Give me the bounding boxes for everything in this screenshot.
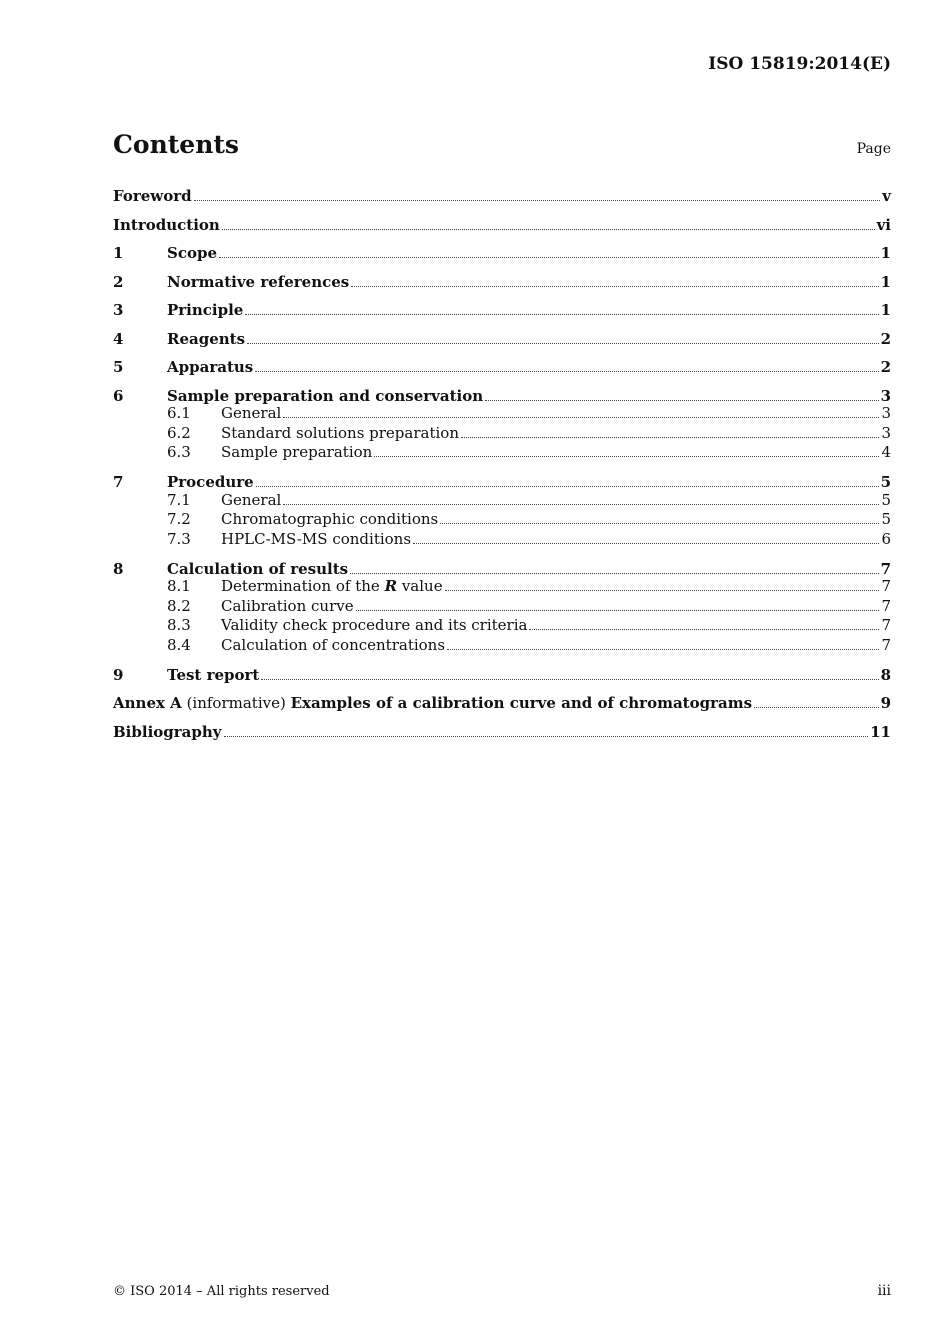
dot-leader — [529, 628, 879, 630]
toc-entry-annex-a[interactable] — [113, 692, 891, 721]
toc-label: General — [221, 404, 282, 422]
toc-number: 7 — [113, 473, 124, 491]
table-of-contents — [113, 185, 891, 749]
toc-page: 7 — [881, 577, 891, 595]
dot-leader — [356, 609, 880, 611]
toc-subentry[interactable] — [113, 404, 891, 424]
dot-leader — [219, 256, 879, 258]
document-id: ISO 15819:2014(E) — [708, 54, 891, 74]
label-text: value — [397, 577, 443, 595]
dot-leader — [255, 370, 878, 372]
toc-entry-sample-preparation[interactable] — [113, 385, 891, 405]
copyright-notice: © ISO 2014 – All rights reserved — [113, 1284, 330, 1299]
toc-label: Normative references — [167, 272, 350, 291]
toc-page: 3 — [881, 404, 891, 422]
toc-page: 5 — [881, 490, 891, 509]
toc-subentry[interactable] — [113, 636, 891, 664]
dot-leader — [283, 503, 879, 505]
toc-label: Scope — [167, 244, 218, 262]
toc-subentry[interactable] — [113, 443, 891, 471]
dot-leader — [256, 485, 879, 487]
dot-leader — [413, 542, 879, 544]
toc-label: Bibliography — [113, 722, 222, 741]
toc-page: 4 — [881, 443, 891, 461]
toc-entry-introduction[interactable] — [113, 214, 891, 243]
toc-page: 7 — [881, 596, 891, 615]
toc-page: 2 — [880, 358, 891, 376]
toc-label: Apparatus — [167, 358, 254, 376]
dot-leader — [222, 228, 875, 230]
toc-label: Validity check procedure and its criteria — [221, 616, 528, 634]
toc-number: 6.3 — [167, 443, 191, 461]
toc-label: Standard solutions preparation — [221, 423, 459, 442]
toc-entry-procedure[interactable] — [113, 471, 891, 491]
toc-page: 6 — [881, 529, 891, 548]
toc-entry-bibliography[interactable] — [113, 721, 891, 750]
dot-leader — [245, 313, 878, 315]
toc-number: 6.2 — [167, 423, 191, 442]
toc-page: 11 — [870, 722, 891, 741]
label-text: Determination of the — [221, 577, 385, 595]
dot-leader — [754, 706, 879, 708]
toc-label: Sample preparation and conservation — [167, 386, 484, 405]
dot-leader — [440, 522, 879, 524]
toc-number: 7.3 — [167, 529, 191, 548]
toc-label: HPLC-MS-MS conditions — [221, 529, 412, 548]
toc-page: 1 — [880, 244, 891, 262]
toc-number: 8.2 — [167, 596, 191, 615]
toc-label: Calculation of results — [167, 559, 349, 578]
toc-number: 7.1 — [167, 490, 191, 509]
toc-page: 7 — [881, 616, 891, 634]
page-column-label: Page — [856, 141, 891, 157]
toc-number: 3 — [113, 301, 124, 319]
dot-leader — [350, 572, 878, 574]
toc-page: 3 — [881, 423, 891, 442]
toc-page: 7 — [881, 635, 891, 654]
toc-label: Test report — [167, 665, 260, 684]
toc-entry-principle[interactable] — [113, 299, 891, 328]
dot-leader — [447, 648, 879, 650]
toc-page: 8 — [880, 665, 891, 684]
toc-entry-calculation-of-results[interactable] — [113, 558, 891, 578]
toc-entry-reagents[interactable] — [113, 328, 891, 357]
toc-page: 1 — [880, 272, 891, 291]
toc-number: 2 — [113, 272, 124, 291]
toc-number: 9 — [113, 665, 124, 684]
toc-subentry[interactable] — [113, 530, 891, 558]
toc-number: 8 — [113, 559, 124, 578]
toc-entry-scope[interactable] — [113, 242, 891, 271]
dot-leader — [461, 436, 879, 438]
toc-number: 5 — [113, 358, 124, 376]
toc-subentry[interactable] — [113, 424, 891, 444]
toc-label — [221, 577, 443, 597]
toc-page: 2 — [880, 329, 891, 348]
toc-number: 7.2 — [167, 510, 191, 528]
toc-page: 5 — [880, 473, 891, 491]
toc-subentry[interactable] — [113, 491, 891, 511]
toc-label: Procedure — [167, 473, 254, 491]
toc-number: 8.3 — [167, 616, 191, 634]
toc-number: 1 — [113, 244, 124, 262]
dot-leader — [445, 589, 880, 591]
toc-label: General — [221, 490, 282, 509]
toc-label: Foreword — [113, 187, 192, 205]
toc-label: Calibration curve — [221, 596, 354, 615]
page-number: iii — [877, 1283, 891, 1299]
dot-leader — [261, 678, 878, 680]
annex-title: Examples of a calibration curve and of chromatograms — [290, 694, 753, 712]
label-variable: R — [384, 577, 398, 595]
toc-label: Introduction — [113, 215, 220, 234]
toc-label: Principle — [167, 301, 244, 319]
toc-page: vi — [876, 215, 891, 234]
toc-label — [113, 692, 752, 714]
toc-number: 6.1 — [167, 404, 191, 422]
dot-leader — [351, 285, 878, 287]
dot-leader — [283, 416, 879, 418]
toc-subentry[interactable] — [113, 510, 891, 530]
toc-page: 3 — [880, 386, 891, 405]
toc-entry-foreword[interactable] — [113, 185, 891, 214]
toc-label: Calculation of concentrations — [221, 635, 446, 654]
toc-label: Sample preparation — [221, 443, 373, 461]
toc-entry-test-report[interactable] — [113, 664, 891, 693]
toc-page: 5 — [881, 510, 891, 528]
toc-label: Reagents — [167, 329, 246, 348]
dot-leader — [247, 342, 879, 344]
toc-number: 8.4 — [167, 635, 191, 654]
toc-number: 4 — [113, 329, 124, 348]
toc-page: v — [882, 187, 891, 205]
dot-leader — [485, 399, 878, 401]
dot-leader — [374, 455, 879, 457]
dot-leader — [194, 199, 881, 201]
toc-page: 9 — [880, 694, 891, 712]
toc-number: 8.1 — [167, 577, 191, 595]
toc-entry-apparatus[interactable] — [113, 356, 891, 385]
toc-subentry[interactable] — [113, 616, 891, 636]
toc-label: Chromatographic conditions — [221, 510, 439, 528]
toc-page: 1 — [880, 301, 891, 319]
toc-entry-normative-references[interactable] — [113, 271, 891, 300]
toc-subentry[interactable] — [113, 597, 891, 617]
toc-page: 7 — [880, 559, 891, 578]
toc-number: 6 — [113, 386, 124, 405]
dot-leader — [224, 735, 869, 737]
annex-type: (informative) — [181, 694, 291, 712]
page-title: Contents — [113, 130, 240, 159]
toc-subentry[interactable] — [113, 577, 891, 597]
annex-id: Annex A — [113, 694, 182, 712]
